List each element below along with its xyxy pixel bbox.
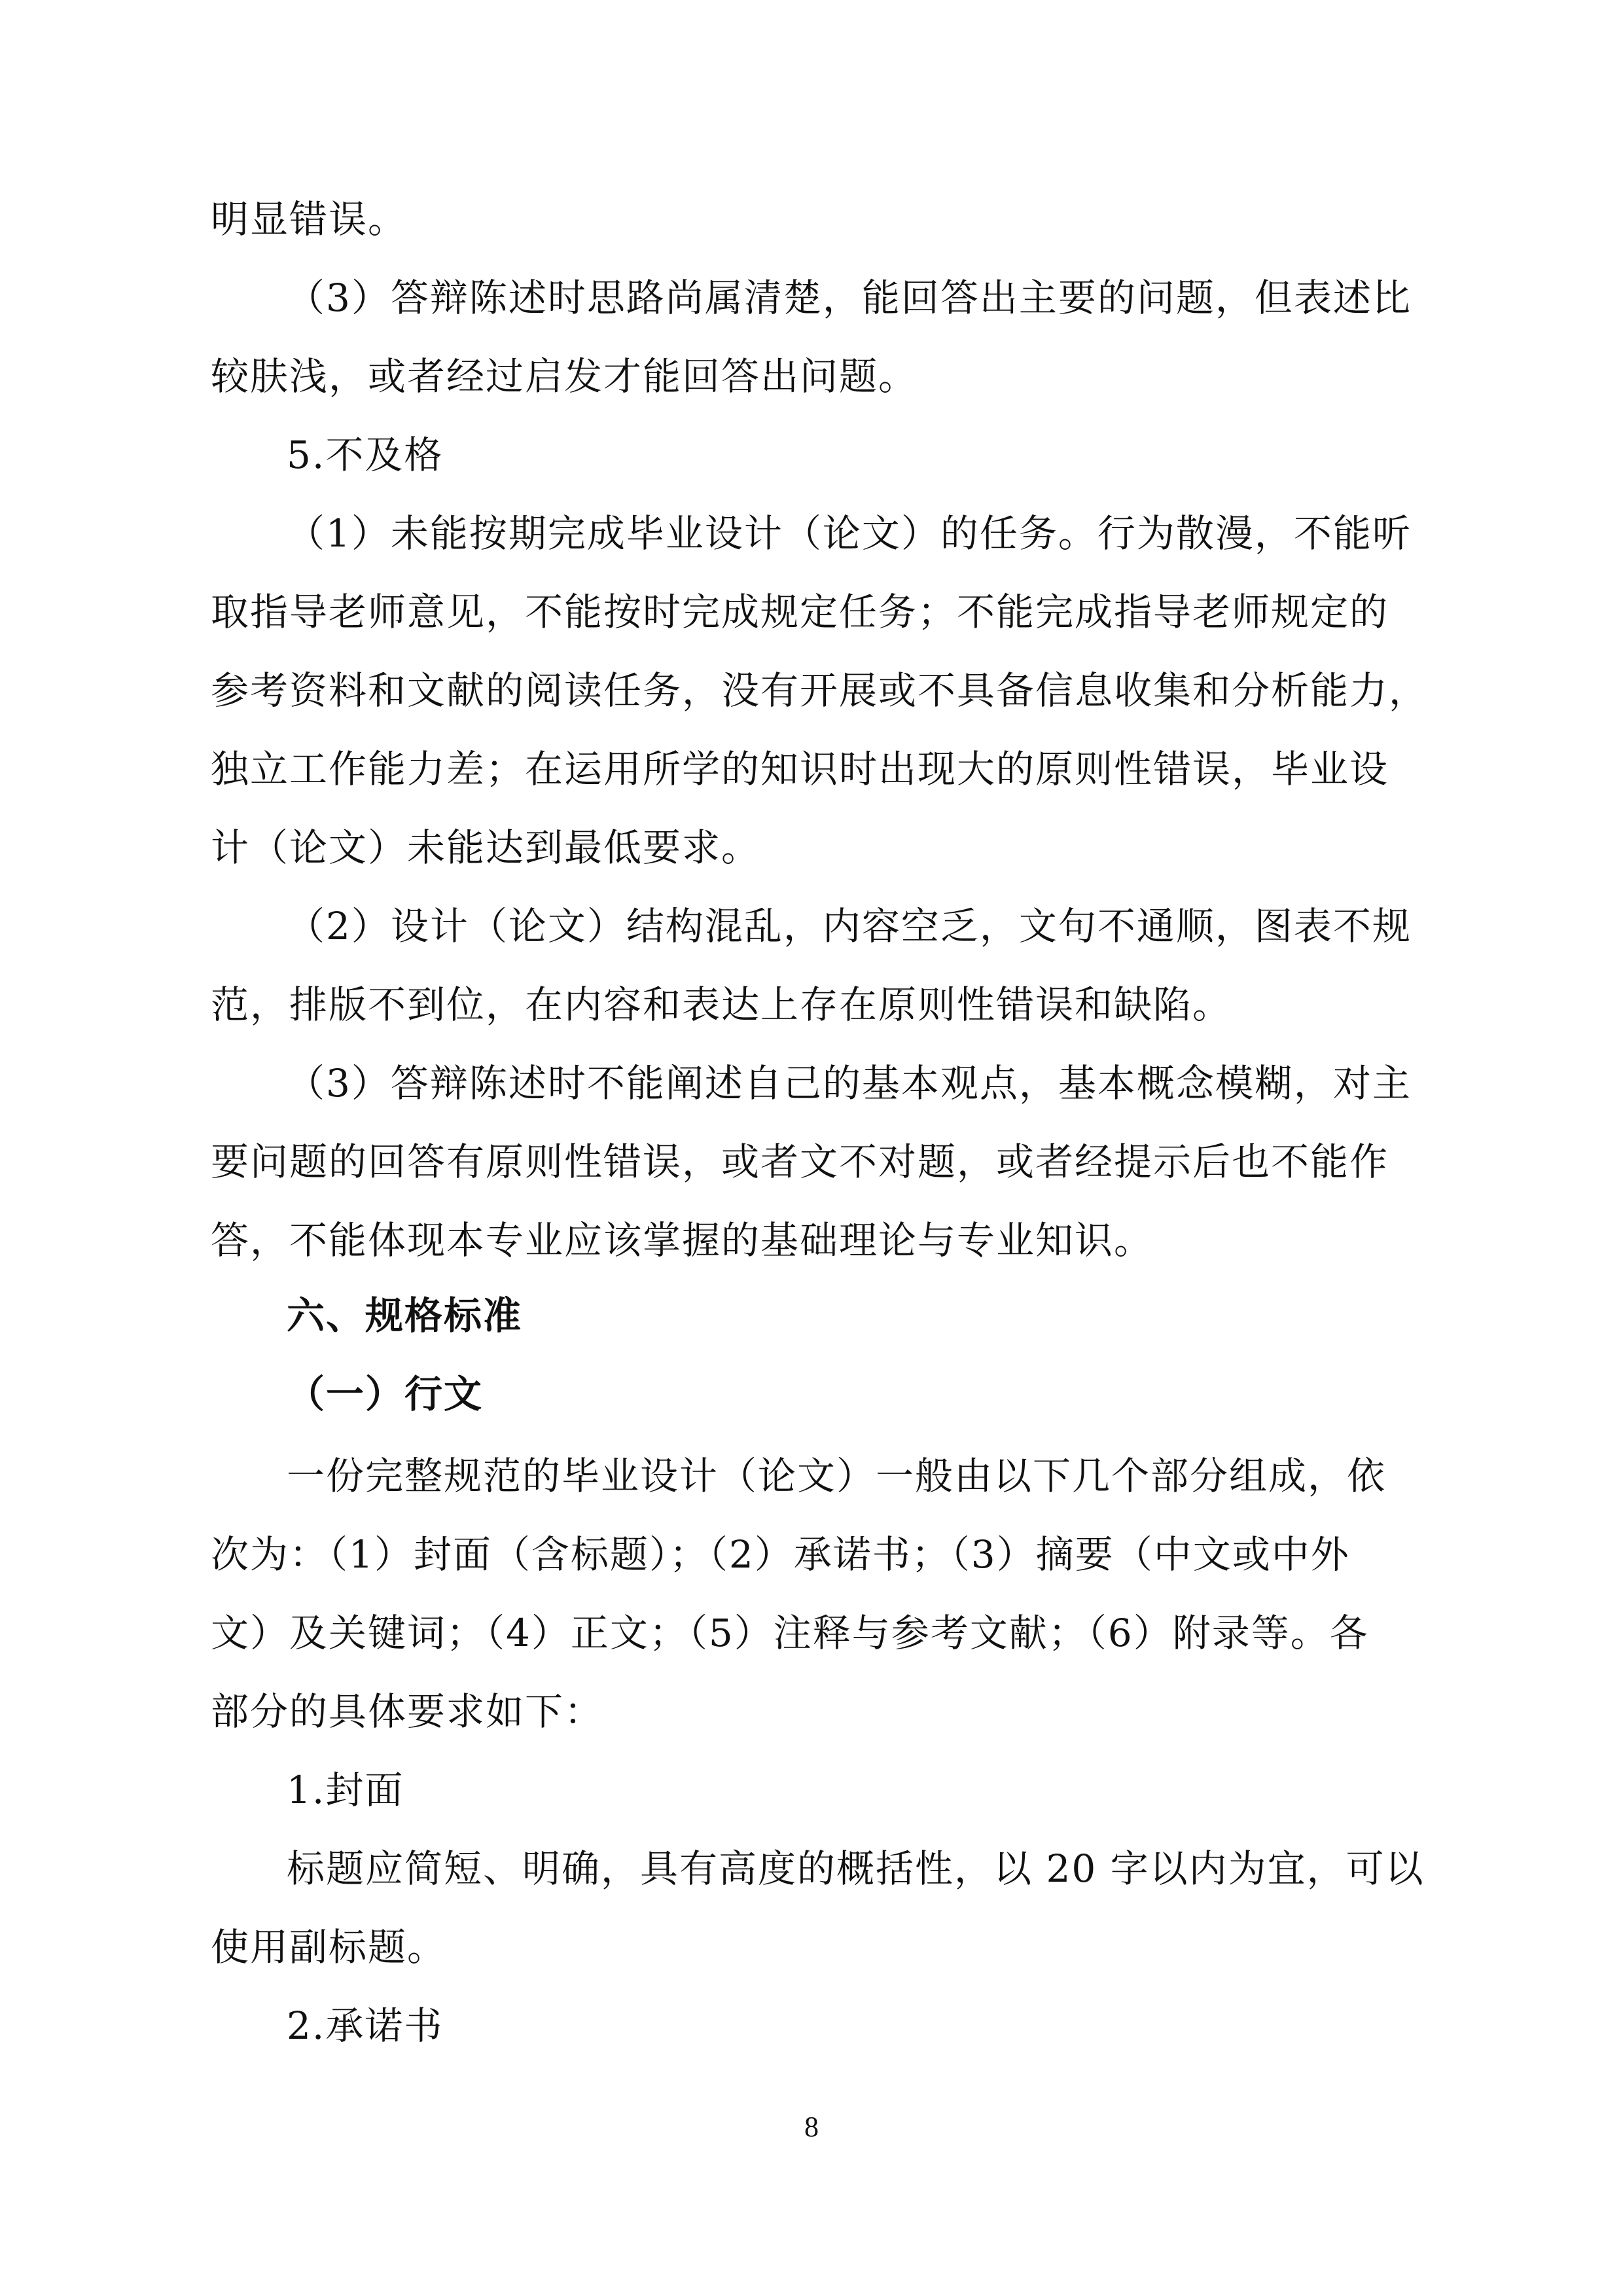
- paragraph-line: 取指导老师意见，不能按时完成规定任务；不能完成指导老师规定的: [211, 590, 1389, 634]
- paragraph-line: 使用副标题。: [211, 1925, 447, 1969]
- paragraph-line: 一份完整规范的毕业设计（论文）一般由以下几个部分组成，依: [287, 1454, 1387, 1498]
- paragraph-line: （3）答辩陈述时思路尚属清楚，能回答出主要的问题，但表述比: [287, 276, 1412, 320]
- paragraph-line: （3）答辩陈述时不能阐述自己的基本观点，基本概念模糊，对主: [287, 1061, 1412, 1105]
- paragraph-line: 部分的具体要求如下：: [211, 1689, 604, 1734]
- section-label: 5.不及格: [287, 433, 444, 477]
- section-label: 2.承诺书: [287, 2003, 444, 2048]
- paragraph-line: 计（论文）未能达到最低要求。: [211, 825, 761, 870]
- paragraph-line: 明显错误。: [211, 197, 408, 242]
- paragraph-line: 要问题的回答有原则性错误，或者文不对题，或者经提示后也不能作: [211, 1139, 1389, 1184]
- paragraph-line: 较肤浅，或者经过启发才能回答出问题。: [211, 354, 918, 399]
- section-label: 1.封面: [287, 1768, 404, 1812]
- paragraph-line: （1）未能按期完成毕业设计（论文）的任务。行为散漫，不能听: [287, 511, 1412, 556]
- paragraph-line: 独立工作能力差；在运用所学的知识时出现大的原则性错误，毕业设: [211, 747, 1389, 791]
- page-number: 8: [804, 2111, 819, 2143]
- paragraph-line: 答，不能体现本专业应该掌握的基础理论与专业知识。: [211, 1218, 1154, 1263]
- paragraph-line: 参考资料和文献的阅读任务，没有开展或不具备信息收集和分析能力，: [211, 668, 1429, 713]
- paragraph-line: 文）及关键词；（4）正文；（5）注释与参考文献；（6）附录等。各: [211, 1611, 1369, 1655]
- section-heading: 六、规格标准: [287, 1293, 523, 1338]
- subsection-heading: （一）行文: [287, 1372, 484, 1416]
- paragraph-line: （2）设计（论文）结构混乱，内容空乏，文句不通顺，图表不规: [287, 904, 1412, 948]
- paragraph-line: 范，排版不到位，在内容和表达上存在原则性错误和缺陷。: [211, 982, 1232, 1027]
- paragraph-line: 标题应简短、明确，具有高度的概括性，以 20 字以内为宜，可以: [287, 1846, 1425, 1891]
- paragraph-line: 次为：（1）封面（含标题）；（2）承诺书；（3）摘要（中文或中外: [211, 1532, 1350, 1577]
